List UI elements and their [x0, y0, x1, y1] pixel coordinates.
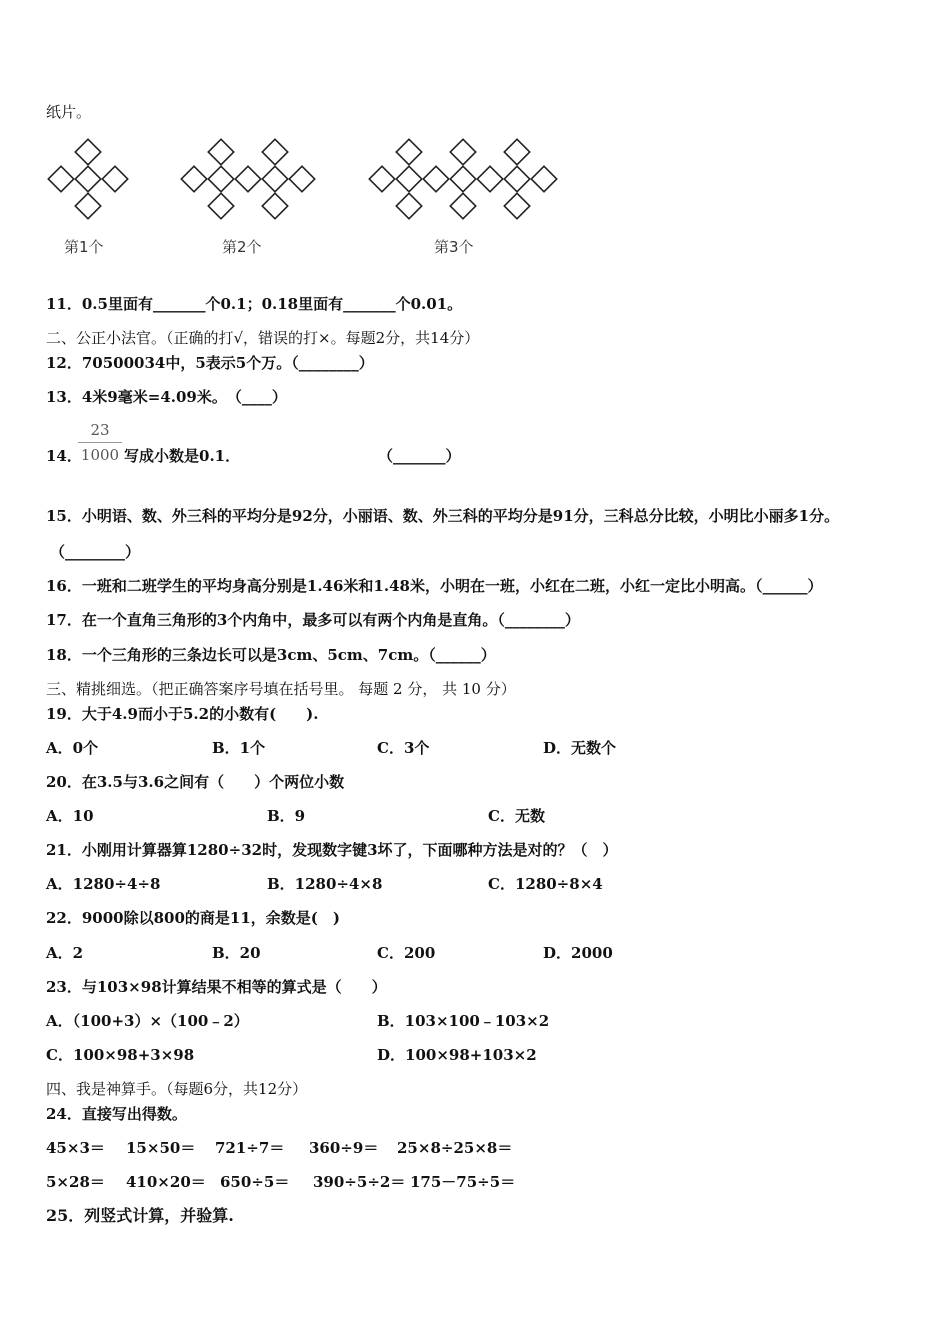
calc-item: 360÷9＝: [309, 1139, 379, 1157]
q23-option-d: D．100×98+103×2: [377, 1046, 537, 1064]
figure-caption-3: 第3个: [434, 238, 474, 256]
question-25: 25．列竖式计算，并验算.: [46, 1206, 234, 1225]
q22-option-d: D．2000: [543, 944, 613, 962]
calc-item: 5×28＝: [46, 1173, 105, 1191]
pattern-figure-1: [46, 136, 136, 226]
fraction-23-over-1000: [78, 420, 122, 465]
q19-option-a: A．0个: [46, 739, 99, 757]
question-12: 12．70500034中，5表示5个万。（________）: [46, 354, 374, 372]
q19-option-b: B．1个: [212, 739, 266, 757]
fraction-numerator: 23: [78, 420, 122, 443]
question-24: 24．直接写出得数。: [46, 1105, 187, 1123]
q23-option-c: C．100×98+3×98: [46, 1046, 195, 1064]
calc-item: 650÷5＝: [220, 1173, 290, 1191]
q22-option-b: B．20: [212, 944, 261, 962]
figure-caption-2: 第2个: [222, 238, 262, 256]
calc-item: 25×8÷25×8＝: [397, 1139, 513, 1157]
calc-item: 15×50＝: [126, 1139, 196, 1157]
q20-option-b: B．9: [267, 807, 306, 825]
top-text: 纸片。: [46, 103, 92, 121]
section-3-heading: 三、精挑细选。（把正确答案序号填在括号里。 每题 2 分， 共 10 分）: [46, 680, 516, 698]
question-18: 18．一个三角形的三条边长可以是3cm、5cm、7cm。（______）: [46, 646, 496, 664]
calc-item: 721÷7＝: [215, 1139, 285, 1157]
calc-item: 410×20＝: [126, 1173, 206, 1191]
calc-item: 45×3＝: [46, 1139, 105, 1157]
calc-item: 175－75÷5＝: [410, 1173, 516, 1191]
question-13: 13．4米9毫米=4.09米。 （____）: [46, 388, 287, 406]
q21-option-a: A．1280÷4÷8: [46, 875, 161, 893]
question-15: 15．小明语、数、外三科的平均分是92分，小丽语、数、外三科的平均分是91分，三科总分比较，小明比小丽多1分。: [46, 507, 840, 525]
question-19: 19．大于4.9而小于5.2的小数有( ).: [46, 705, 319, 723]
q19-option-c: C．3个: [377, 739, 430, 757]
q23-option-b: B．103×100﹣103×2: [377, 1012, 550, 1030]
section-2-heading: 二、公正小法官。（正确的打√，错误的打×。每题2分，共14分）: [46, 329, 480, 347]
q23-option-a: A．（100+3）×（100﹣2）: [46, 1012, 249, 1030]
question-20: 20．在3.5与3.6之间有（ ）个两位小数: [46, 773, 345, 791]
q20-option-c: C．无数: [488, 807, 545, 825]
question-14-blank: （_______）: [378, 447, 461, 465]
question-14-prefix: 14．: [46, 447, 82, 465]
q21-option-b: B．1280÷4×8: [267, 875, 383, 893]
question-14-text: 写成小数是0.1．: [124, 447, 241, 465]
calc-item: 390÷5÷2＝: [313, 1173, 406, 1191]
q22-option-c: C．200: [377, 944, 436, 962]
question-23: 23．与103×98计算结果不相等的算式是（ ）: [46, 978, 387, 996]
q22-option-a: A．2: [46, 944, 84, 962]
q19-option-d: D．无数个: [543, 739, 617, 757]
section-4-heading: 四、我是神算手。（每题6分，共12分）: [46, 1080, 308, 1098]
question-11: 11．0.5里面有_______个0.1；0.18里面有_______个0.01。: [46, 295, 463, 313]
question-17: 17．在一个直角三角形的3个内角中，最多可以有两个内角是直角。（________）: [46, 611, 580, 629]
question-21: 21．小刚用计算器算1280÷32时，发现数字键3坏了，下面哪种方法是对的？（ ）: [46, 841, 618, 859]
q20-option-a: A．10: [46, 807, 94, 825]
question-16: 16．一班和二班学生的平均身高分别是1.46米和1.48米，小明在一班，小红在二班，小红一定比小明高。（______）: [46, 577, 823, 595]
pattern-figure-2: [178, 136, 322, 226]
fraction-denominator: 1000: [80, 446, 120, 464]
pattern-figure-3: [366, 136, 562, 226]
q21-option-c: C．1280÷8×4: [488, 875, 603, 893]
figure-caption-1: 第1个: [64, 238, 104, 256]
question-15-blank: （________）: [50, 543, 141, 561]
question-22: 22．9000除以800的商是11，余数是( ): [46, 909, 341, 927]
